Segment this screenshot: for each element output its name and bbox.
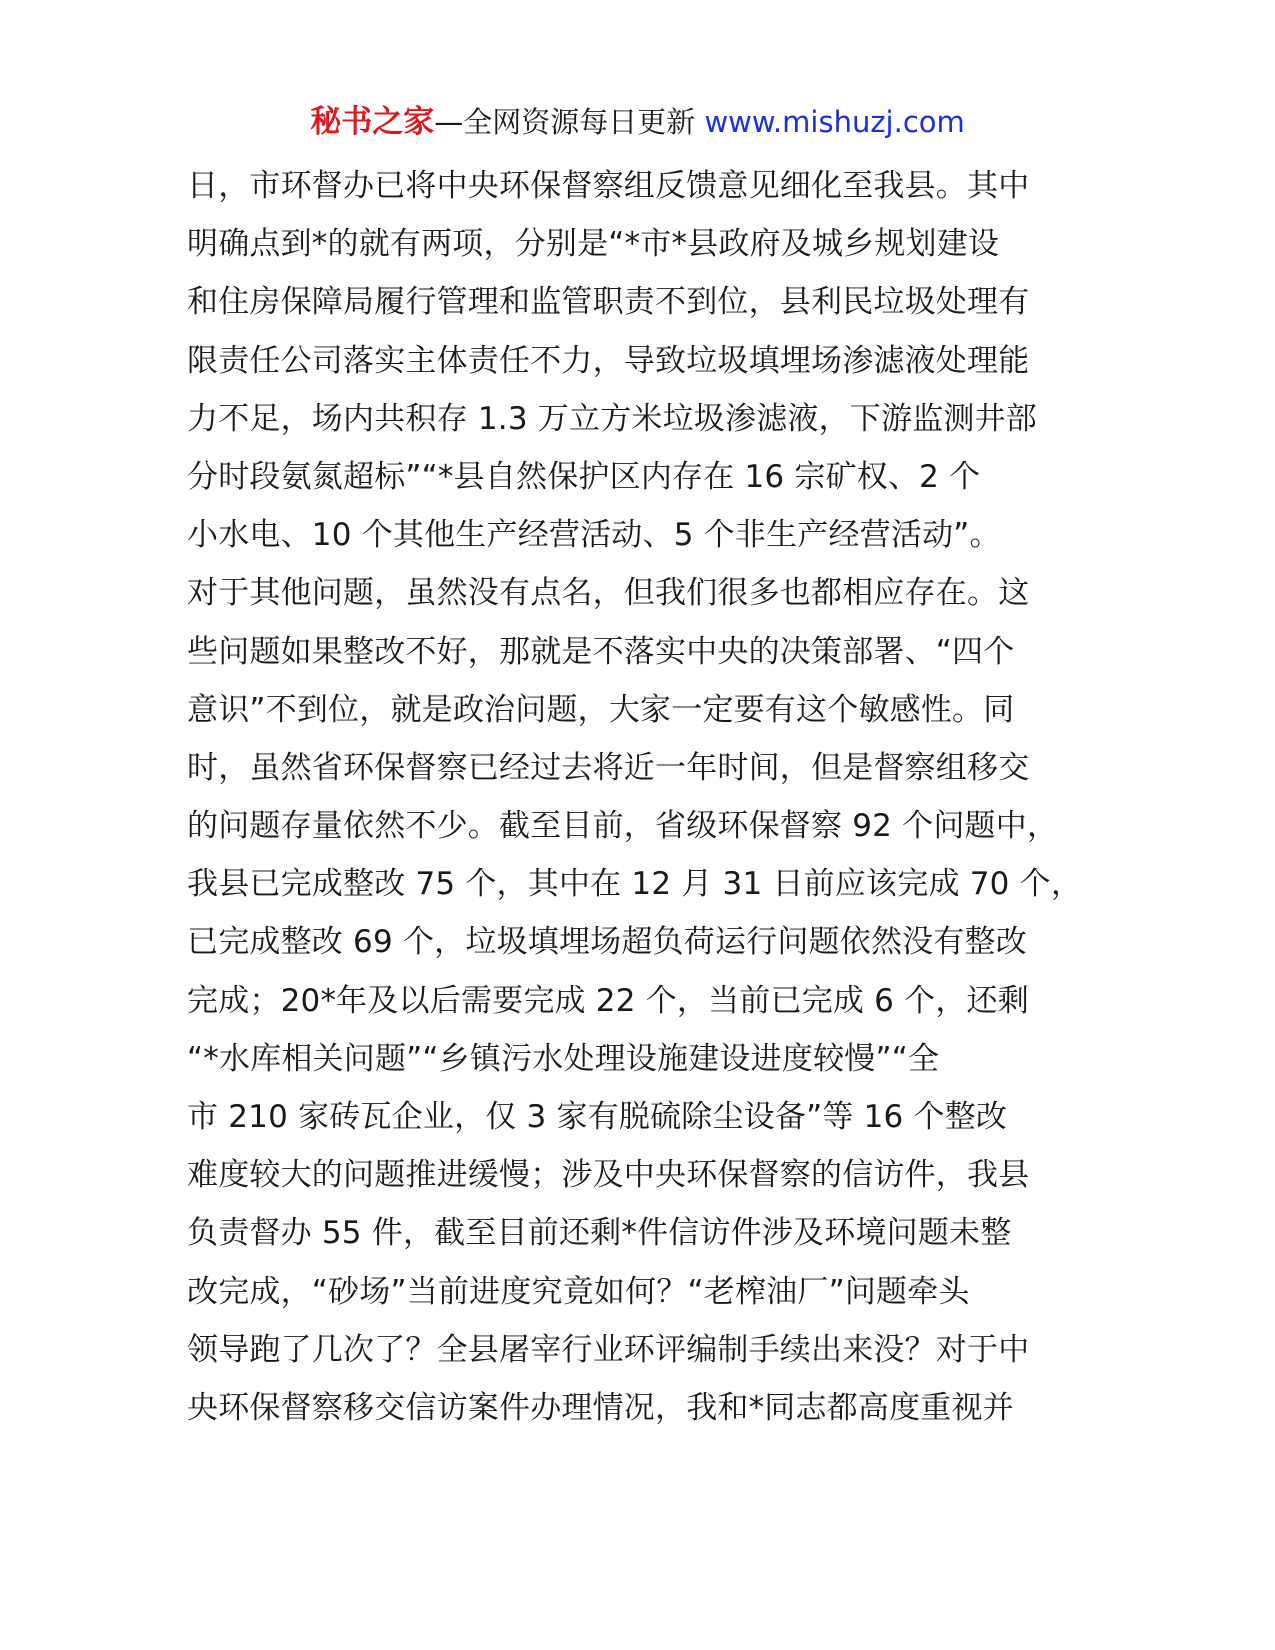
text-line: 领导跑了几次了？全县屠宰行业环评编制手续出来没？对于中 <box>187 1331 1030 1368</box>
document-body <box>187 157 1107 1437</box>
text-line: 市 210 家砖瓦企业，仅 3 家有脱硫除尘设备”等 16 个整改 <box>187 1099 1008 1135</box>
text-line: 明确点到*的就有两项，分别是“*市*县政府及城乡规划建设 <box>187 226 1000 263</box>
text-line: 已完成整改 69 个，垃圾填埋场超负荷运行问题依然没有整改 <box>187 924 1027 961</box>
text-line: 限责任公司落实主体责任不力，导致垃圾填埋场渗滤液处理能 <box>187 342 1030 379</box>
text-line: 完成；20*年及以后需要完成 22 个，当前已完成 6 个，还剩 <box>187 982 1029 1019</box>
site-url-link[interactable]: www.mishuzj.com <box>704 105 965 139</box>
text-line: 力不足，场内共积存 1.3 万立方米垃圾渗滤液，下游监测井部 <box>187 400 1038 437</box>
text-line: 些问题如果整改不好，那就是不落实中央的决策部署、“四个 <box>187 633 1015 670</box>
text-line: 和住房保障局履行管理和监管职责不到位，县利民垃圾处理有 <box>187 284 1030 321</box>
text-line: 分时段氨氮超标”“*县自然保护区内存在 16 宗矿权、2 个 <box>187 458 981 495</box>
text-line: 负责督办 55 件，截至目前还剩*件信访件涉及环境问题未整 <box>187 1215 1012 1252</box>
text-line: 意识”不到位，就是政治问题，大家一定要有这个敏感性。同 <box>187 691 1015 728</box>
text-line: “*水库相关问题”“乡镇污水处理设施建设进度较慢”“全 <box>187 1040 940 1077</box>
text-line: 央环保督察移交信访案件办理情况，我和*同志都高度重视并 <box>187 1389 1014 1426</box>
text-line: 我县已完成整改 75 个，其中在 12 月 31 日前应该完成 70 个， <box>187 866 1083 903</box>
brand-name: 秘书之家 <box>310 104 435 140</box>
text-line: 难度较大的问题推进缓慢；涉及中央环保督察的信访件，我县 <box>187 1157 1030 1194</box>
text-line: 对于其他问题，虽然没有点名，但我们很多也都相应存在。这 <box>187 575 1030 612</box>
text-line: 的问题存量依然不少。截至目前，省级环保督察 92 个问题中， <box>187 808 1059 845</box>
page-header <box>0 102 1275 142</box>
text-line: 时，虽然省环保督察已经过去将近一年时间，但是督察组移交 <box>187 749 1030 786</box>
text-line: 日，市环督办已将中央环保督察组反馈意见细化至我县。其中 <box>187 168 1030 204</box>
text-line: 改完成，“砂场”当前进度究竟如何？“老榨油厂”问题牵头 <box>187 1273 970 1310</box>
header-tagline: —全网资源每日更新 <box>434 105 705 139</box>
text-line: 小水电、10 个其他生产经营活动、5 个非生产经营活动”。 <box>187 517 1001 554</box>
